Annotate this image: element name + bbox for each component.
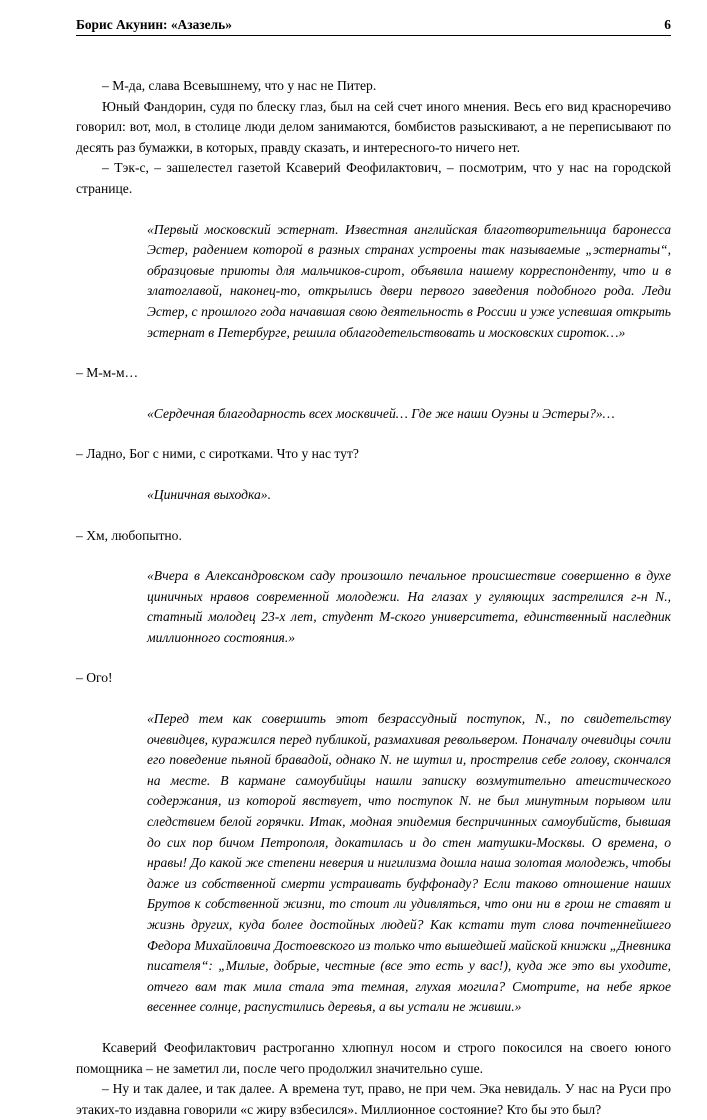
paragraph: – Ого! xyxy=(76,670,113,686)
paragraph: – Ну и так далее, и так далее. А времена тут, право, не при чем. Эка невидаль. У нас на Руси про этаких-то издавна говорили «с жиру взбесился». Миллионное состояние? Кто бы это был? xyxy=(76,1081,671,1117)
newspaper-quote: «Вчера в Александровском саду произошло печальное происшествие совершенно в духе циничных нравов современной молодежи. На глазах у гуляющих застрелился г-н N., статный молодец 23-х лет, студент М-ского университета, единственный наследник миллионного состояния.» xyxy=(147,568,671,645)
page-number: 6 xyxy=(664,17,671,32)
newspaper-quote: «Циничная выходка». xyxy=(147,486,272,502)
paragraph: – Ладно, Бог с ними, с сиротками. Что у нас тут? xyxy=(76,446,359,462)
running-header xyxy=(76,17,671,36)
paragraph: Ксаверий Феофилактович растроганно хлюпнул носом и строго покосился на своего юного помощника – не заметил ли, после чего продолжил значительно суше. xyxy=(76,1039,671,1076)
paragraph: – М-да, слава Всевышнему, что у нас не Питер. xyxy=(102,78,377,93)
newspaper-quote: «Сердечная благодарность всех москвичей… Где же наши Оуэны и Эстеры?»… xyxy=(147,405,615,421)
paragraph: – Хм, любопытно. xyxy=(76,527,182,543)
paragraph: – Тэк-с, – зашелестел газетой Ксаверий Феофилактович, – посмотрим, что у нас на городской странице. xyxy=(76,160,671,196)
paragraph: – М-м-м… xyxy=(76,365,139,381)
body-text xyxy=(76,76,671,1120)
paragraph: Юный Фандорин, судя по блеску глаз, был на сей счет иного мнения. Весь его вид красноречиво говорил: вот, мол, в столице люди делом занимаются, бомбистов разыскивают, а не переписывают по десять раз бумажки, в которых, правду сказать, и интересного-то ничего нет. xyxy=(76,98,671,155)
header-title: Борис Акунин: «Азазель» xyxy=(76,17,232,32)
newspaper-quote: «Первый московский эстернат. Известная английская благотворительница баронесса Эстер, радением которой в разных странах устроены так называемые „эстернаты“, образцовые приюты для мальчиков-сирот, объявила нашему корреспонденту, что и в златоглавой, наконец-то, открылись двери первого заведения подобного рода. Леди Эстер, с прошлого года начавшая свою деятельность в России и уже успевшая открыть эстернат в Петербурге, решила облагодетельствовать и московских сироток…» xyxy=(147,221,671,340)
newspaper-quote: «Перед тем как совершить этот безрассудный поступок, N., по свидетельству очевидцев, куражился перед публикой, размахивая револьвером. Поначалу очевидцы сочли его поведение пьяной бравадой, однако N. не шутил и, прострелив себе голову, скончался на месте. В кармане самоубийцы нашли записку возмутительно атеистического содержания, из которой явствует, что поступок N. не был минутным порывом или следствием белой горячки. Итак, модная эпидемия беспричинных самоубийств, бывшая до сих пор бичом Петрополя, докатилась и до стен матушки-Москвы. О времена, о нравы! До какой же степени неверия и нигилизма дошла наша золотая молодежь, чтобы даже из собственной смерти устраивать буффонаду? Если таково отношение наших Брутов к собственной жизни, то стоит ли удивляться, что они ни в грош не ставят и жизнь других, куда более достойных людей? Как кстати тут слова почтеннейшего Федора Михайловича Достоевского из только что вышедшей майской книжки „Дневника писателя“: „Милые, добрые, честные (все это есть у вас!), куда же это вы уходите, отчего вам так мила стала эта темная, глухая могила? Смотрите, на небе яркое весеннее солнце, распустились деревья, а вы устали не живши.» xyxy=(147,711,671,1015)
